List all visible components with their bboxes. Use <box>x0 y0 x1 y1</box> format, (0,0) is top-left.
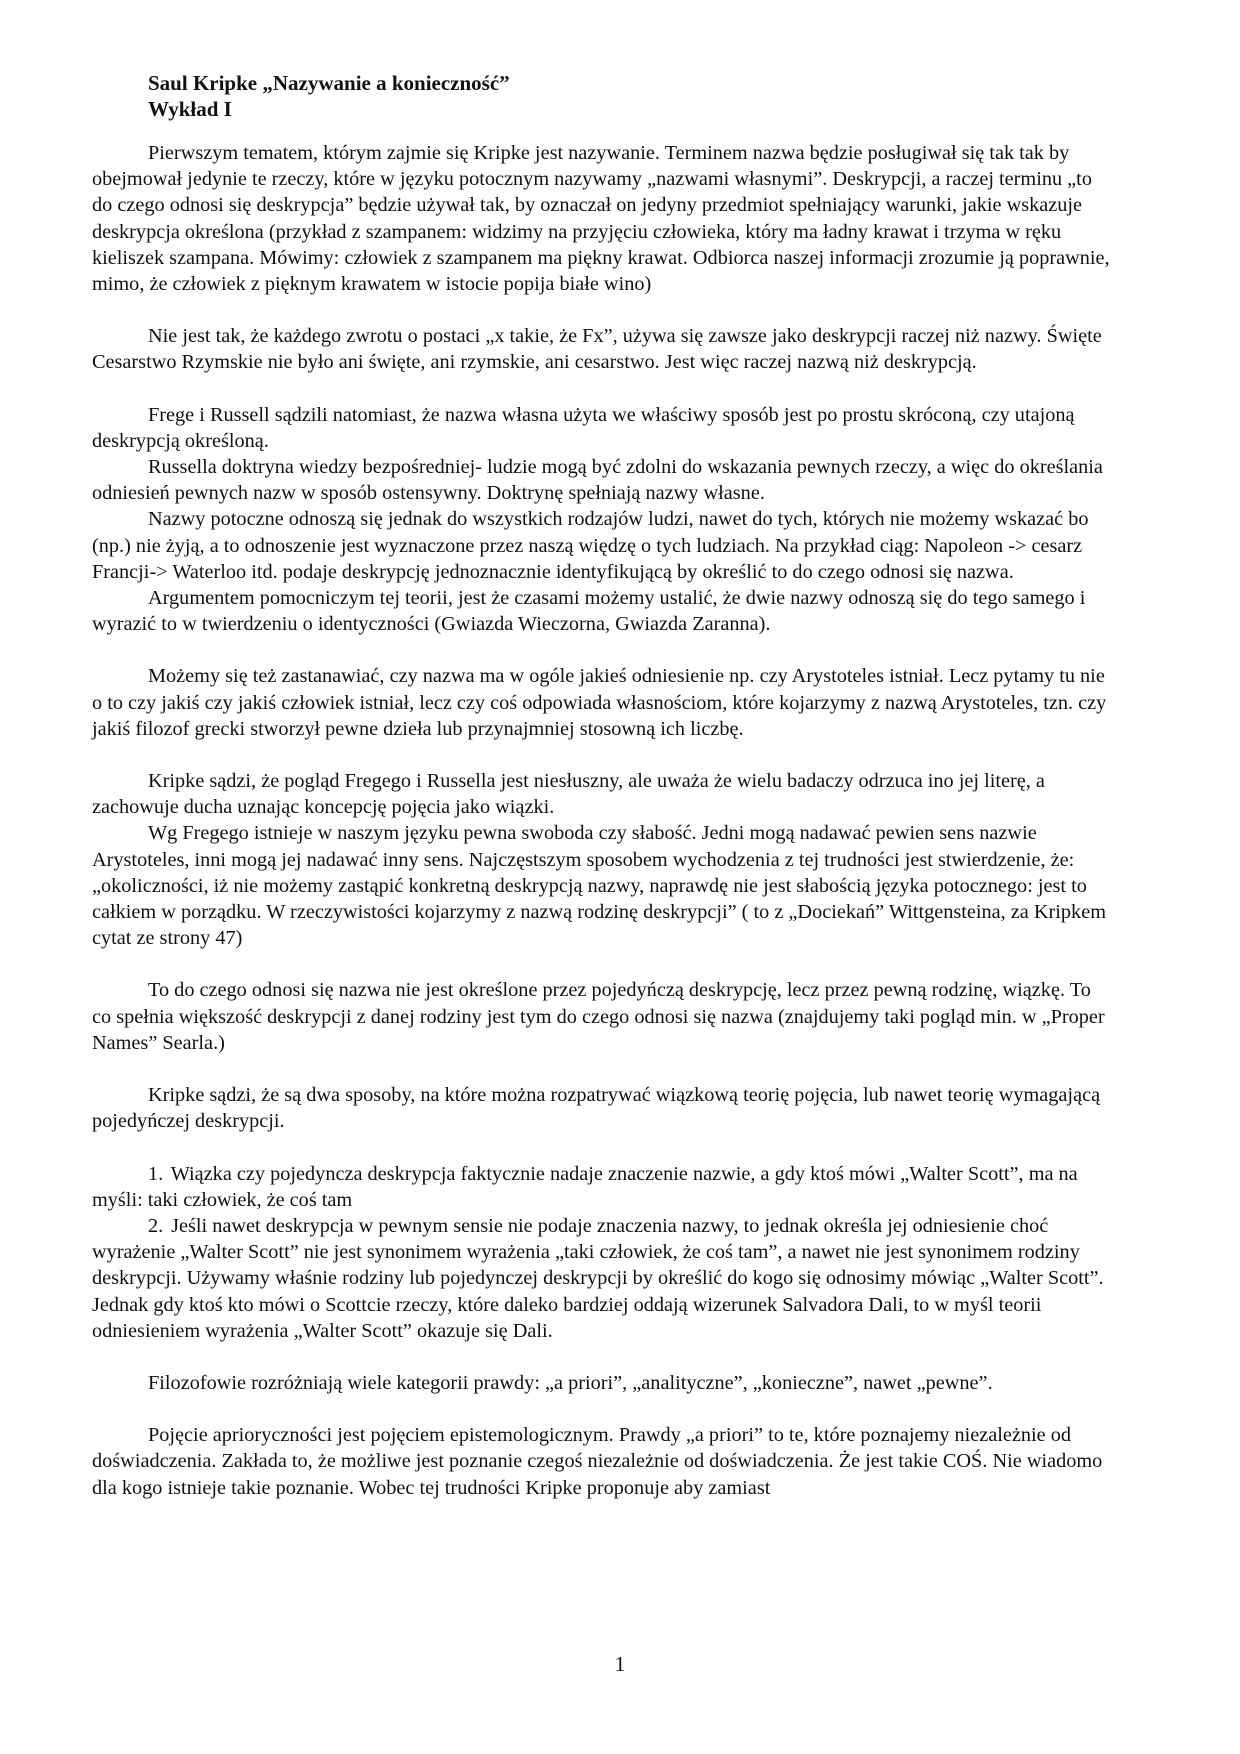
paragraph-frege-weakness: Wg Fregego istnieje w naszym języku pewna swoboda czy słabość. Jedni mogą nadawać pewien sens nazwie Arystoteles, inni mogą jej nadawać inny sens. Najczęstszym sposobem wychodzenia z tej trudności jest stwierdzenie, że: „okoliczności, iż nie możemy zastąpić konkretną deskrypcją nazwy, naprawdę nie jest słabością języka potocznego: jest to całkiem w porządku. W rzeczywistości kojarzymy z nazwą rodzinę deskrypcji” ( to z „Dociekań” Wittgensteina, za Kripkem cytat ze strony 47) <box>92 822 1106 950</box>
list-item-text: Wiązka czy pojedyncza deskrypcja faktycznie nadaje znaczenie nazwie, a gdy ktoś mówi „Walter Scott”, ma na myśli: taki człowiek, że coś tam <box>92 1162 1078 1211</box>
paragraph-two-ways: Kripke sądzi, że są dwa sposoby, na które można rozpatrywać wiązkową teorię pojęcia, lub nawet teorię wymagającą pojedyńczej deskrypcji. <box>92 1084 1101 1133</box>
paragraph-empire: Nie jest tak, że każdego zwrotu o postaci „x takie, że Fx”, używa się zawsze jako deskrypcji raczej niż nazwy. Święte Cesarstwo Rzymskie nie było ani święte, ani rzymskie, ani cesarstwo. Jest więc raczej nazwą niż deskrypcją. <box>92 325 1102 374</box>
paragraph-naming: Pierwszym tematem, którym zajmie się Kripke jest nazywanie. Terminem nazwa będzie posługiwał się tak tak by obejmował jedynie te rzeczy, które w języku potocznym nazywamy „nazwami własnymi”. Deskrypcji, a raczej terminu „to do czego odnosi się deskrypcja” będzie używał tak, by oznaczał on jedyny przedmiot spełniający warunki, jakie wskazuje deskrypcja określona (przykład z szampanem: widzimy na przyjęciu człowieka, który ma ładny krawat i trzyma w ręku kieliszek szampana. Mówimy: człowiek z szampanem ma piękny krawat. Odbiorca naszej informacji zrozumie ją poprawnie, mimo, że człowiek z pięknym krawatem w istocie popija białe wino) <box>92 142 1110 296</box>
paragraph-cluster: To do czego odnosi się nazwa nie jest określone przez pojedyńczą deskrypcję, lecz przez pewną rodzinę, wiązkę. To co spełnia większość deskrypcji z danej rodziny jest tym do czego odnosi się nazwa (znajdujemy taki pogląd min. w „Proper Names” Searla.) <box>92 979 1105 1054</box>
paragraph-auxiliary-argument: Argumentem pomocniczym tej teorii, jest że czasami możemy ustalić, że dwie nazwy odnoszą się do tego samego i wyrazić to w twierdzeniu o identyczności (Gwiazda Wieczorna, Gwiazda Zaranna). <box>92 587 1086 636</box>
numbered-list <box>92 1161 1112 1344</box>
document-title: Saul Kripke „Nazywanie a konieczność” <box>148 71 510 95</box>
paragraph-frege-russell: Frege i Russell sądzili natomiast, że nazwa własna użyta we właściwy sposób jest po prostu skróconą, czy utajoną deskrypcją określoną. <box>92 403 1075 452</box>
paragraph-truth-categories: Filozofowie rozróżniają wiele kategorii prawdy: „a priori”, „analityczne”, „konieczne”, nawet „pewne”. <box>148 1371 993 1394</box>
document-page <box>92 70 1112 1501</box>
paragraph-apriority: Pojęcie aprioryczności jest pojęciem epistemologicznym. Prawdy „a priori” to te, które poznajemy niezależnie od doświadczenia. Zakłada to, że możliwe jest poznanie czegoś niezależnie od doświadczenia. Że jest takie COŚ. Nie wiadomo dla kogo istnieje takie poznanie. Wobec tej trudności Kripke proponuje aby zamiast <box>92 1424 1103 1499</box>
page-number: 1 <box>614 1652 626 1676</box>
list-item-text: Jeśli nawet deskrypcja w pewnym sensie nie podaje znaczenia nazwy, to jednak określa jej odniesienie choć wyrażenie „Walter Scott” nie jest synonimem wyrażenia „taki człowiek, że coś tam”, a nawet nie jest synonimem rodziny deskrypcji. Używamy właśnie rodziny lub pojedynczej deskrypcji by określić do kogo się odnosimy mówiąc „Walter Scott”. Jednak gdy ktoś kto mówi o Scottcie rzeczy, które daleko bardziej oddają wizerunek Salvadora Dali, to w myśl teorii odniesieniem wyrażenia „Walter Scott” okazuje się Dali. <box>92 1214 1104 1342</box>
paragraph-common-names: Nazwy potoczne odnoszą się jednak do wszystkich rodzajów ludzi, nawet do tych, których nie możemy wskazać bo (np.) nie żyją, a to odnoszenie jest wyznaczone przez naszą więdzę o tych ludziach. Na przykład ciąg: Napoleon -> cesarz Francji-> Waterloo itd. podaje deskrypcję jednoznacznie identyfikującą by określić to do czego odnosi się nazwa. <box>92 508 1089 583</box>
list-item <box>92 1161 1112 1213</box>
paragraph-aristotle: Możemy się też zastanawiać, czy nazwa ma w ogóle jakieś odniesienie np. czy Arystoteles istniał. Lecz pytamy tu nie o to czy jakiś czy jakiś człowiek istniał, lecz czy coś odpowiada własnościom, które kojarzymy z nazwą Arystoteles, tzn. czy jakiś filozof grecki stworzył pewne dzieła lub przynajmniej stosowną ich liczbę. <box>92 665 1107 740</box>
paragraph-russell-doctrine: Russella doktryna wiedzy bezpośredniej- ludzie mogą być zdolni do wskazania pewnych rzeczy, a więc do określania odniesień pewnych nazw w sposób ostensywny. Doktrynę spełniają nazwy własne. <box>92 456 1103 505</box>
list-item <box>92 1213 1112 1344</box>
paragraph-kripke-view: Kripke sądzi, że pogląd Fregego i Russella jest niesłuszny, ale uważa że wielu badaczy odrzuca ino jej literę, a zachowuje ducha uznając koncepcję pojęcia jako wiązki. <box>92 770 1045 819</box>
list-number: 2. <box>148 1214 164 1237</box>
list-number: 1. <box>148 1162 164 1185</box>
document-subtitle: Wykład I <box>148 97 232 121</box>
